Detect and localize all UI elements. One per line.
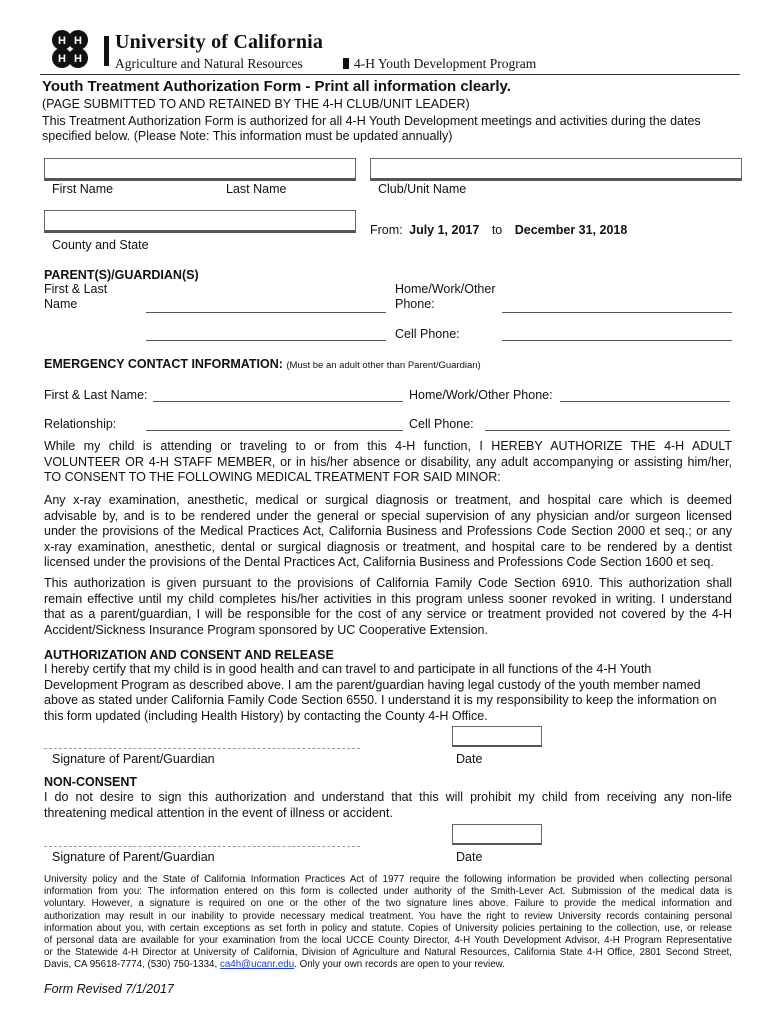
emergency-name-label: First & Last Name: [44, 388, 148, 402]
consent-line-2: Development Program as described above. I am the parent/guardian having legal custody of the youth member named [44, 677, 701, 692]
header-rule [40, 74, 740, 75]
svg-text:H: H [74, 35, 82, 47]
club-unit-input[interactable] [370, 158, 742, 181]
auth-p2-line-4: x-ray examination, anesthetic, dental or surgical diagnosis or treatment, and hospital care to be rendered by a dentist [44, 539, 732, 554]
program-name-text: 4-H Youth Development Program [354, 56, 537, 71]
date-range [370, 223, 627, 239]
svg-text:H: H [74, 53, 82, 65]
form-revised-date: Form Revised 7/1/2017 [44, 982, 174, 996]
consent-line-4: this form updated (including Health History) by contacting the County 4-H Office. [44, 708, 488, 723]
non-consent-line-2: threatening medical attention in the event of illness or accident. [44, 805, 393, 820]
non-consent-paragraph [44, 790, 732, 821]
parent-guardian-heading: PARENT(S)/GUARDIAN(S) [44, 268, 199, 282]
consent-heading: AUTHORIZATION AND CONSENT AND RELEASE [44, 648, 334, 662]
parent-cell-line[interactable] [502, 340, 732, 341]
auth-p1-line-2: VOLUNTEER OR 4-H STAFF MEMBER, or in his/her absence or disability, any adult accompanying or assisting him/her, [44, 454, 732, 469]
auth-p3-line-2: remain effective until my child completes his/her activities in this program unless sooner revoked in writing. I understand [44, 591, 732, 606]
retained-note: (PAGE SUBMITTED TO AND RETAINED BY THE 4-H CLUB/UNIT LEADER) [42, 97, 470, 111]
parent-name-label-2: Name [44, 297, 78, 311]
county-state-input[interactable] [44, 210, 356, 233]
policy-line-4: authorization may result in our inability to provide necessary medical treatment. You have the right to review University records containing personal [44, 910, 732, 922]
svg-text:H: H [58, 53, 66, 65]
privacy-policy-paragraph [44, 874, 732, 972]
consent-date-label: Date [456, 752, 483, 766]
non-consent-line-1: I do not desire to sign this authorization and understand that this will prohibit my child from receiving any non-life [44, 790, 732, 804]
parent-name-line-2[interactable] [146, 340, 386, 341]
division-name: Agriculture and Natural Resources [115, 56, 303, 71]
auth-p3-line-1: This authorization is given pursuant to the provisions of California Family Code Section 6910. This authorization shall [44, 576, 732, 590]
parent-name-line[interactable] [146, 312, 386, 313]
from-date: July 1, 2017 [409, 223, 480, 237]
to-date: December 31, 2018 [514, 223, 628, 237]
form-title: Youth Treatment Authorization Form - Print all information clearly. [42, 78, 511, 95]
program-name [343, 56, 536, 72]
policy-line-8 [44, 959, 732, 971]
policy-line-6: of personal data are available for your examination from the local UCCE County Director, 4-H Youth Development Advisor, 4-H Program Representative [44, 935, 732, 947]
emergency-home-phone-label: Home/Work/Other Phone: [409, 388, 553, 402]
policy-line-2: information from you: The information entered on this form is collected under authority of the Smith-Lever Act. Submission of the medical data is [44, 886, 732, 898]
emergency-name-line[interactable] [153, 401, 403, 402]
square-bullet-icon [343, 58, 349, 69]
auth-p2-line-2: advisable by, and is to be rendered under the general or special supervision of any physician and/or surgeon licensed [44, 508, 732, 523]
parent-home-phone-label-1: Home/Work/Other [395, 282, 496, 296]
emergency-heading-row: EMERGENCY CONTACT INFORMATION: (Must be an adult other than Parent/Guardian) [44, 357, 481, 371]
svg-text:H: H [58, 35, 66, 47]
authorization-paragraph-3 [44, 576, 732, 638]
policy-line-7: or the Statewide 4-H Director at University of California, Division of Agriculture and Natural Resources, California State 4-H Office, 2801 Second Street, [44, 947, 732, 959]
header-divider-bar [104, 36, 109, 66]
auth-p3-line-4: Accident/Sickness Insurance Program sponsored by UC Cooperative Extension. [44, 622, 488, 637]
parent-cell-label: Cell Phone: [395, 327, 460, 341]
auth-p1-line-1: While my child is attending or traveling to or from this 4-H function, I HEREBY AUTHORIZE THE 4-H ADULT [44, 439, 732, 453]
emergency-heading: EMERGENCY CONTACT INFORMATION [44, 357, 279, 371]
non-consent-date-label: Date [456, 850, 483, 864]
relationship-label: Relationship: [44, 417, 117, 431]
parent-home-phone-label-2: Phone: [395, 297, 435, 311]
consent-signature-label: Signature of Parent/Guardian [52, 752, 215, 766]
club-unit-label: Club/Unit Name [378, 182, 467, 196]
county-state-label: County and State [52, 238, 149, 252]
four-h-clover-logo [40, 26, 100, 74]
name-input[interactable] [44, 158, 356, 181]
non-consent-date-input[interactable] [452, 824, 542, 845]
parent-home-phone-line[interactable] [502, 312, 732, 313]
policy-line-8-end: . Only your own records are open to your review. [294, 959, 505, 971]
university-name: University of California [115, 31, 324, 53]
policy-line-1: University policy and the State of California Information Practices Act of 1977 require the following information be provided when collecting personal [44, 874, 732, 885]
contact-email-link[interactable]: ca4h@ucanr.edu [219, 959, 295, 971]
auth-p2-line-1: Any x-ray examination, anesthetic, medical or surgical diagnosis or treatment, and hospital care which is deemed [44, 493, 732, 507]
emergency-home-phone-line[interactable] [560, 401, 730, 402]
to-label: to [491, 223, 503, 237]
intro-line-2: specified below. (Please Note: This information must be updated annually) [42, 129, 453, 143]
auth-p3-line-3: that as a parent/guardian, I will be responsible for the cost of any service or treatment provided not covered by the 4-H [44, 607, 732, 621]
consent-signature-line[interactable] [44, 748, 360, 749]
policy-line-5: information about you, with certain exceptions as set forth in policy and statute. Copies of University policies pertaining to the collection, use, or release [44, 922, 732, 934]
policy-line-3: voluntary. However, a signature is required on one or the other of the two signature lines above. Failure to provide the medical information and [44, 898, 732, 910]
first-name-label: First Name [52, 182, 114, 196]
emergency-heading-note: (Must be an adult other than Parent/Guardian) [286, 360, 481, 371]
intro-line-1: This Treatment Authorization Form is authorized for all 4-H Youth Development meetings and activities during the dates [42, 114, 701, 128]
non-consent-heading: NON-CONSENT [44, 775, 138, 789]
last-name-label: Last Name [226, 182, 287, 196]
authorization-paragraph-2 [44, 493, 732, 571]
policy-line-8-start: Davis, CA 95618-7774, (530) 750-1334, [44, 959, 218, 971]
relationship-line[interactable] [146, 430, 403, 431]
non-consent-signature-label: Signature of Parent/Guardian [52, 850, 215, 864]
consent-line-1: I hereby certify that my child is in good health and can travel to and participate in all functions of the 4-H Youth [44, 662, 652, 676]
auth-p1-line-3: TO CONSENT TO THE FOLLOWING MEDICAL TREATMENT FOR SAID MINOR: [44, 470, 501, 484]
auth-p2-line-5: licensed under the provisions of the Dental Practices Act, California Business and Professions Code Section 1600 et seq. [44, 555, 714, 569]
authorization-paragraph-1 [44, 439, 732, 486]
non-consent-signature-line[interactable] [44, 846, 360, 847]
emergency-cell-label: Cell Phone: [409, 417, 474, 431]
consent-paragraph [44, 662, 732, 724]
from-label: From: [370, 223, 403, 237]
consent-date-input[interactable] [452, 726, 542, 747]
consent-line-3: above as stated under California Family Code Section 6550. I understand it is my responsibility to keep the information on [44, 693, 717, 707]
auth-p2-line-3: under the provisions of the Medical Practices Act, California Business and Professions Code Section 2000 et seq.; or any [44, 524, 732, 538]
parent-name-label-1: First & Last [44, 282, 108, 296]
emergency-cell-line[interactable] [485, 430, 730, 431]
